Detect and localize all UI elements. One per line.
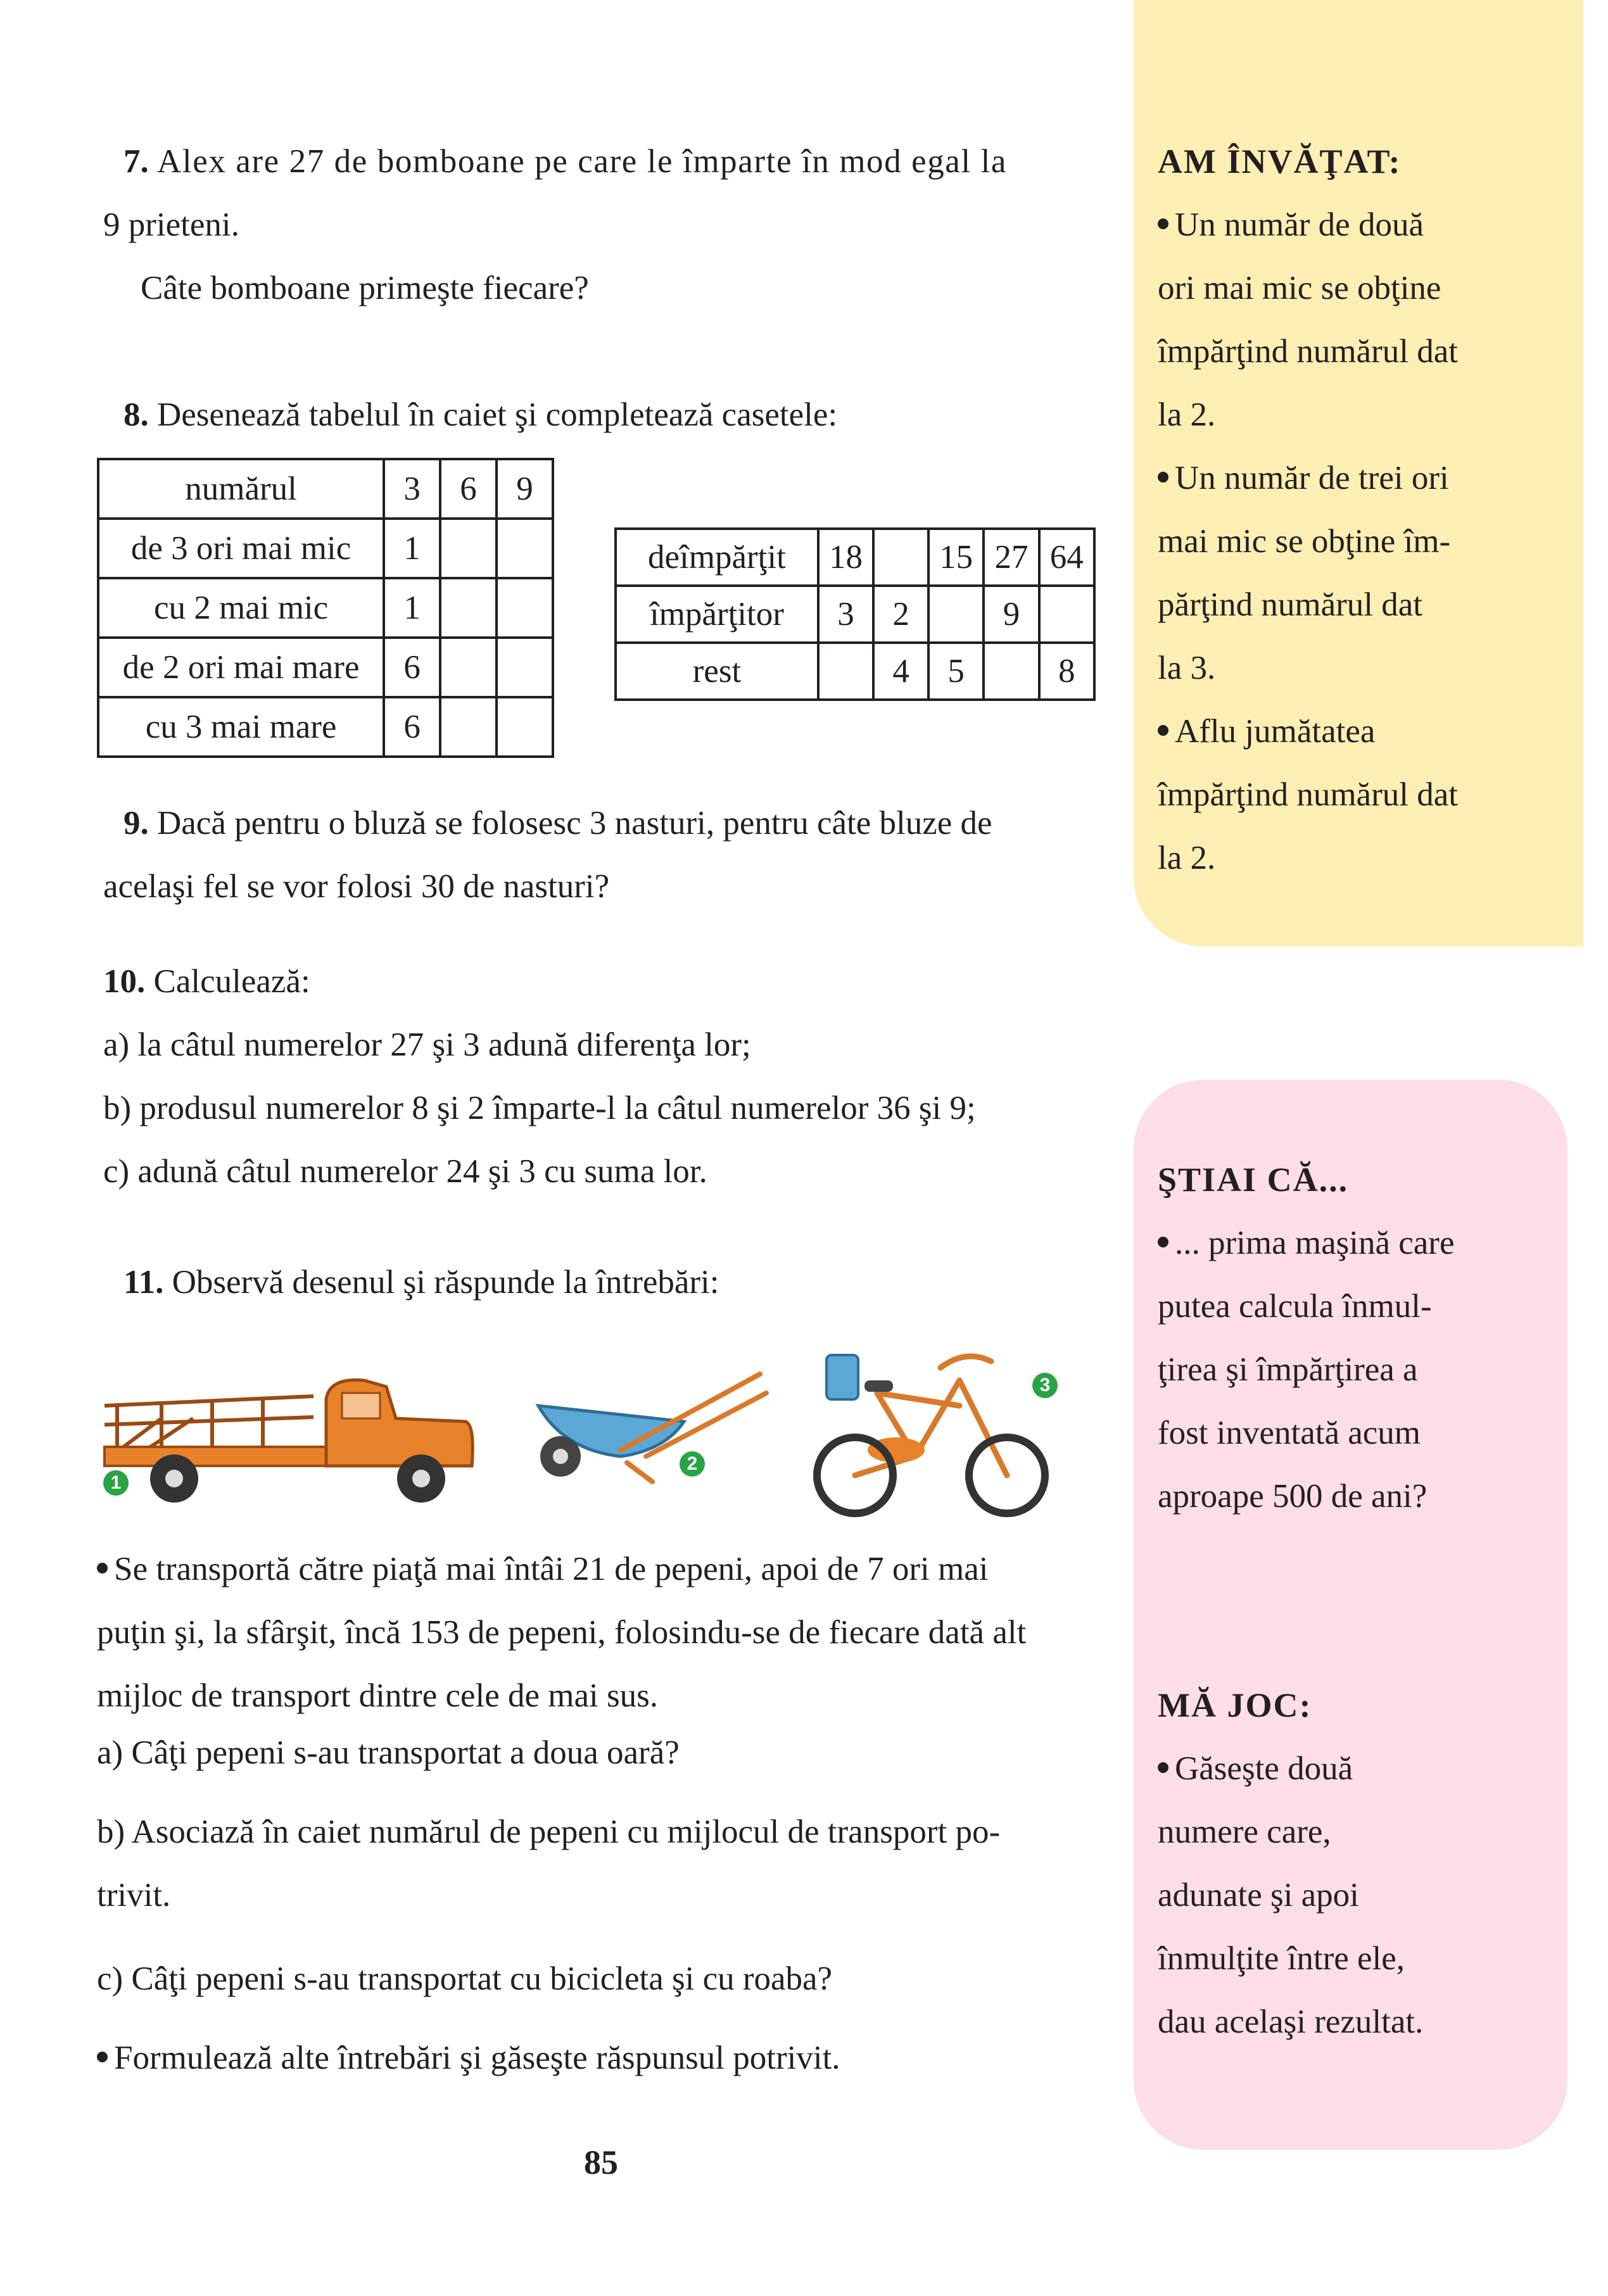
ma-joc-line: adunate şi apoi (1158, 1877, 1359, 1914)
bullet-icon (1158, 472, 1168, 483)
am-invatat-line: mai mic se obţine îm- (1158, 523, 1451, 560)
ma-joc-line (1158, 1737, 1353, 1800)
t2-cell (818, 643, 873, 700)
ex9-line1 (123, 792, 992, 855)
ex8-instruction (123, 383, 837, 446)
ex10-c: c) adună câtul numerelor 24 şi 3 cu suma lor. (103, 1153, 707, 1190)
t1-cell (440, 578, 497, 638)
am-invatat-line: la 3. (1158, 650, 1216, 686)
t1-cell (440, 638, 497, 697)
t2-cell: deîmpărţit (616, 529, 818, 586)
bullet-icon (97, 1563, 108, 1574)
t1-cell (440, 697, 497, 757)
t2-cell (1039, 586, 1094, 643)
t1-cell: de 2 ori mai mare (98, 638, 384, 697)
ex11-question-b1: b) Asociază în caiet numărul de pepeni cu mijlocul de transport po- (97, 1813, 1001, 1850)
t2-cell (873, 529, 928, 586)
am-invatat-line: împărţind numărul dat (1158, 776, 1458, 813)
ma-joc-line: înmulţite între ele, (1158, 1940, 1405, 1977)
t1-cell: de 3 ori mai mic (98, 519, 384, 578)
t1-cell: 3 (384, 459, 440, 519)
ex11-last-text: Formulează alte întrebări şi găseşte răspunsul potrivit. (114, 2040, 840, 2076)
t2-cell (984, 643, 1039, 700)
t1-cell (440, 519, 497, 578)
t2-cell: împărţitor (616, 586, 818, 643)
table-division (614, 527, 1096, 701)
t2-cell (928, 586, 984, 643)
t1-cell: 6 (384, 638, 440, 697)
am-invatat-line: împărţind numărul dat (1158, 333, 1458, 370)
t2-cell: 8 (1039, 643, 1094, 700)
stiai-ca-line: putea calcula înmul- (1158, 1288, 1432, 1325)
ma-joc-line: numere care, (1158, 1813, 1331, 1850)
badge-1: 1 (103, 1470, 129, 1496)
t1-cell: numărul (98, 459, 384, 519)
bullet-icon (1158, 1762, 1168, 1773)
ex11-paragraph-line2: puţin şi, la sfârşit, încă 153 de pepeni, folosindu-se de fiecare dată alt (97, 1614, 1027, 1651)
t1-cell: 9 (497, 459, 553, 519)
ex11-number: 11. (123, 1264, 164, 1301)
ex10-b: b) produsul numerelor 8 şi 2 împarte-l la câtul numerelor 36 şi 9; (103, 1090, 976, 1126)
ex8-text: Desenează tabelul în caiet şi completează casetele: (157, 396, 838, 433)
ex7-text: Alex are 27 de bomboane pe care le împarte în mod egal la (157, 143, 1008, 180)
t2-cell: rest (616, 643, 818, 700)
badge-3: 3 (1032, 1373, 1058, 1398)
ex11-paragraph-line1 (97, 1537, 988, 1601)
am-invatat-line: ori mai mic se obţine (1158, 270, 1441, 306)
am-invatat-title: AM ÎNVĂŢAT: (1158, 142, 1402, 180)
stiai-ca-line: fost inventată acum (1158, 1415, 1421, 1451)
t1-cell: 6 (384, 697, 440, 757)
am-invatat-line (1158, 700, 1375, 763)
t1-cell (497, 519, 553, 578)
bullet-icon (1158, 725, 1168, 736)
ex11-instruction (123, 1251, 719, 1314)
ex8-number: 8. (123, 396, 149, 433)
ex7-number: 7. (123, 143, 149, 180)
ex10-a: a) la câtul numerelor 27 şi 3 adună diferenţa lor; (103, 1026, 751, 1063)
bullet-icon (1158, 218, 1168, 229)
stiai-ca-text: ... prima maşină care (1175, 1225, 1455, 1261)
am-invatat-line: la 2. (1158, 396, 1216, 433)
t1-cell: 1 (384, 519, 440, 578)
t2-cell: 5 (928, 643, 984, 700)
t1-cell: cu 3 mai mare (98, 697, 384, 757)
t2-cell: 15 (928, 529, 984, 586)
t2-cell: 27 (984, 529, 1039, 586)
wheelbarrow-illustration (526, 1361, 779, 1494)
ex9-number: 9. (123, 805, 149, 842)
ex11-p1: Se transportă către piaţă mai întâi 21 de pepeni, apoi de 7 ori mai (114, 1551, 989, 1587)
am-invatat-text: Un număr de trei ori (1175, 460, 1449, 496)
ex11-paragraph-line3: mijloc de transport dintre cele de mai sus. (97, 1677, 659, 1714)
ex7-line1 (123, 130, 1007, 193)
ex7-line2: 9 prieteni. (103, 206, 239, 243)
ex11-question-b2: trivit. (97, 1877, 171, 1914)
page-number: 85 (584, 2143, 618, 2181)
t2-cell: 9 (984, 586, 1039, 643)
ma-joc-title: MĂ JOC: (1158, 1686, 1312, 1724)
ex9-text: Dacă pentru o bluză se folosesc 3 nasturi, pentru câte bluze de (157, 805, 992, 842)
ex11-question-c: c) Câţi pepeni s-au transportat cu bicicleta şi cu roaba? (97, 1960, 833, 1997)
am-invatat-line: părţind numărul dat (1158, 586, 1422, 623)
t2-cell: 3 (818, 586, 873, 643)
bullet-icon (97, 2052, 108, 2062)
t2-cell: 4 (873, 643, 928, 700)
t1-cell (497, 697, 553, 757)
t1-cell: 1 (384, 578, 440, 638)
am-invatat-panel-top (1134, 0, 1583, 127)
ex10-title (103, 950, 310, 1013)
t1-cell: cu 2 mai mic (98, 578, 384, 638)
stiai-ca-title: ŞTIAI CĂ... (1158, 1161, 1349, 1199)
t2-cell: 64 (1039, 529, 1094, 586)
ex11-last (97, 2026, 840, 2090)
table-operations (97, 458, 554, 758)
ex11-question-a: a) Câţi pepeni s-au transportat a doua oară? (97, 1734, 680, 1771)
ex10-text: Calculează: (153, 963, 310, 1000)
stiai-ca-line (1158, 1211, 1454, 1275)
ma-joc-line: dau acelaşi rezultat. (1158, 2003, 1424, 2040)
am-invatat-line (1158, 446, 1449, 510)
ma-joc-text: Găseşte două (1175, 1750, 1353, 1787)
am-invatat-line: la 2. (1158, 840, 1216, 876)
ex11-text: Observă desenul şi răspunde la întrebări: (172, 1264, 719, 1301)
ex9-line2: acelaşi fel se vor folosi 30 de nasturi? (103, 868, 610, 905)
am-invatat-text: Un număr de două (1175, 206, 1424, 243)
stiai-ca-line: ţirea şi împărţirea a (1158, 1351, 1418, 1388)
t1-cell: 6 (440, 459, 497, 519)
t2-cell: 2 (873, 586, 928, 643)
bicycle-illustration (795, 1342, 1061, 1520)
am-invatat-line (1158, 193, 1424, 256)
badge-2: 2 (680, 1451, 705, 1477)
am-invatat-text: Aflu jumătatea (1175, 713, 1376, 750)
t2-cell: 18 (818, 529, 873, 586)
stiai-ca-line: aproape 500 de ani? (1158, 1478, 1428, 1515)
ex7-question: Câte bomboane primeşte fiecare? (141, 270, 589, 306)
t1-cell (497, 578, 553, 638)
truck-illustration (98, 1361, 478, 1513)
bullet-icon (1158, 1237, 1168, 1247)
t1-cell (497, 638, 553, 697)
ex10-number: 10. (103, 963, 146, 1000)
